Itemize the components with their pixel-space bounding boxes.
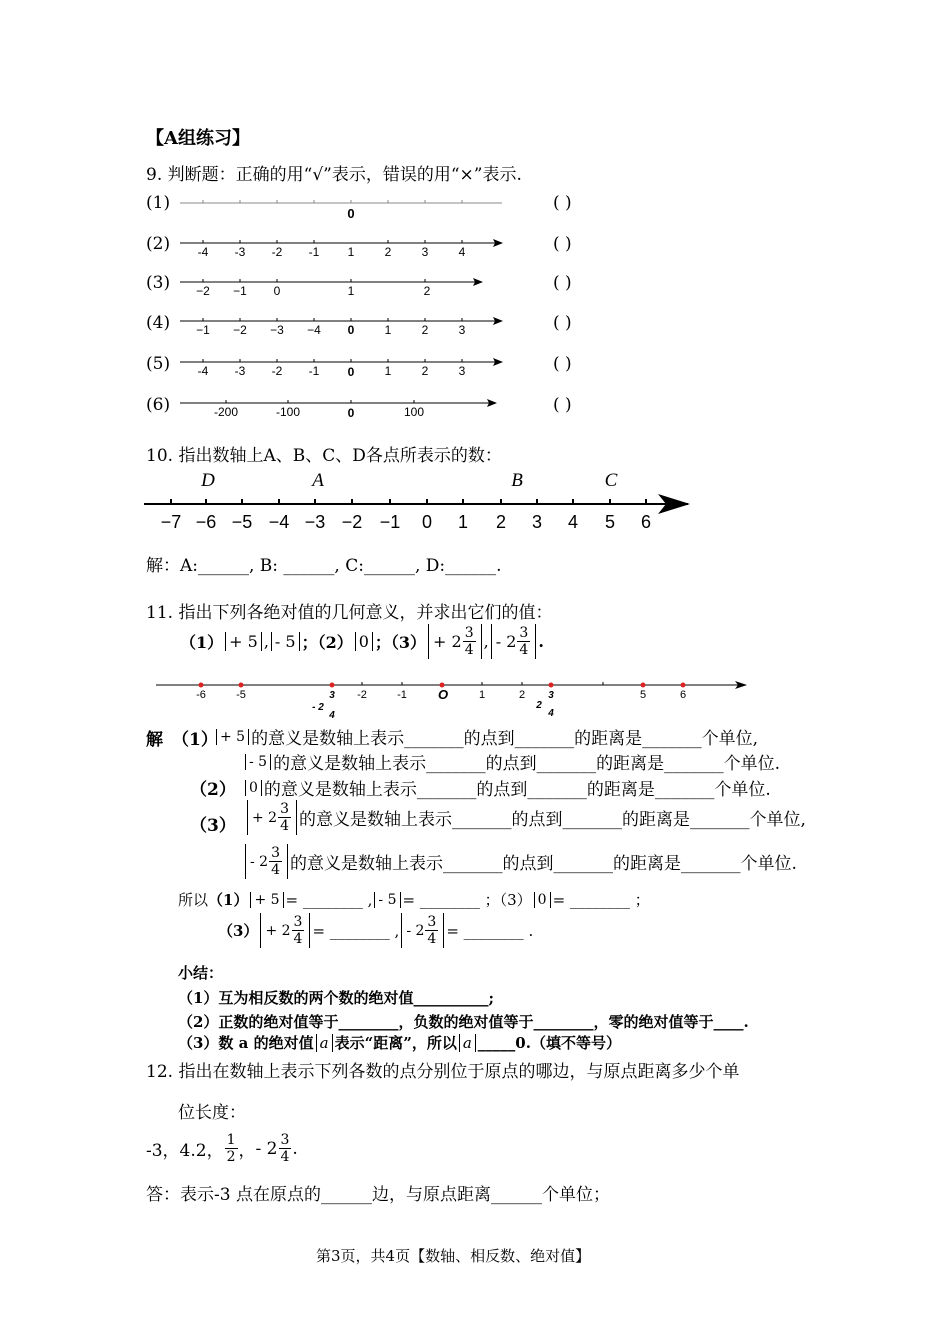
q12-prompt: 12. 指出在数轴上表示下列各数的点分别位于原点的哪边，与原点距离多少个单 <box>146 1062 740 1082</box>
q10-tick: −1 <box>379 512 401 532</box>
q9-line-4-tick: −4 <box>307 323 321 337</box>
q11-axis-frac-neg-den: 4 <box>329 710 335 721</box>
q10-tick: −7 <box>160 512 182 532</box>
q11-sol1b[interactable]: - 5 的意义是数轴上表示_______的点到_______的距离是_______个单位. <box>243 749 780 774</box>
q11-sol3a[interactable]: + 2 $\frac{3}{4}$ 的意义是数轴上表示_______的点到_______的距离是_______个单位, <box>245 800 806 835</box>
q11-axis-frac-pos-num: 3 <box>548 690 554 701</box>
q9-line-2 <box>180 240 502 259</box>
q11-expressions: （1） + 5 , - 5 ；（2） 0 ；（3） + 2 $\frac{3}{4}$ , - 2 $\frac{3}{4}$ . <box>180 625 544 658</box>
q9-line-5-tick: -4 <box>197 364 209 378</box>
q9-item-2-label: (2) <box>146 234 171 254</box>
q9-line-1-tick: 0 <box>347 206 355 221</box>
q10-number-line <box>140 466 700 536</box>
q9-answer-1[interactable]: ( ) <box>553 193 572 213</box>
q9-item-6-label: (6) <box>146 395 171 415</box>
q11-axis-tick: -6 <box>196 689 206 701</box>
q9-line-4-tick: 1 <box>384 323 392 337</box>
q9-item-5-label: (5) <box>146 354 171 374</box>
q9-number-lines <box>0 190 520 430</box>
q9-line-3 <box>180 279 482 298</box>
q9-line-4-tick: −2 <box>233 323 247 337</box>
q11-summary-3[interactable]: （3）数 a 的绝对值 a 表示“距离”，所以 a _____0.（填不等号） <box>178 1033 621 1052</box>
q9-line-5 <box>180 359 502 379</box>
q9-line-5-tick: 0 <box>347 365 355 379</box>
q9-line-6-tick: -100 <box>275 405 301 419</box>
q11-axis-tick: -1 <box>397 689 407 701</box>
q9-line-3-tick: 1 <box>347 284 355 298</box>
q11-solution-label: 解 <box>146 730 163 750</box>
q9-line-5-tick: -2 <box>271 364 283 378</box>
q10-tick: −2 <box>341 512 363 532</box>
q9-answer-5[interactable]: ( ) <box>553 354 572 374</box>
q10-answer[interactable]: 解：A:______, B: ______, C:______, D:______. <box>146 556 502 576</box>
q11-number-line <box>150 672 760 724</box>
q12-prompt-2: 位长度： <box>178 1103 246 1123</box>
q11-axis-tick: 2 <box>518 689 526 701</box>
q11-axis-frac-pos-whole: 2 <box>536 700 542 711</box>
q9-line-2-tick: -4 <box>197 245 209 259</box>
q10-tick: 1 <box>457 512 469 532</box>
q11-sol1a[interactable]: + 5 的意义是数轴上表示_______的点到_______的距离是_______个单位, <box>214 724 758 749</box>
q11-axis-frac-neg-whole: - 2 <box>312 702 324 713</box>
q9-line-5-tick: -1 <box>308 364 320 378</box>
page-footer: 第3页，共4页【数轴、相反数、绝对值】 <box>316 1247 591 1265</box>
q11-sol2[interactable]: 0 的意义是数轴上表示_______的点到_______的距离是_______个单位. <box>243 775 771 800</box>
q12-answer[interactable]: 答：表示-3 点在原点的______边，与原点距离______个单位； <box>146 1185 610 1205</box>
q9-line-6-tick: 0 <box>347 406 355 420</box>
q9-line-4-tick: −1 <box>196 323 210 337</box>
q9-item-3-label: (3) <box>146 273 171 293</box>
q9-line-2-tick: -3 <box>234 245 246 259</box>
q11-so-line-3[interactable]: （3） + 2 $\frac{3}{4}$ = ________ , - 2 $\frac{3}{4}$ = ________ . <box>218 914 534 947</box>
q9-line-5-tick: 1 <box>384 364 392 378</box>
q11-axis-tick: -2 <box>357 689 367 701</box>
q10-point-C: C <box>604 470 618 491</box>
q9-answer-4[interactable]: ( ) <box>553 313 572 333</box>
q11-axis-frac-pos-den: 4 <box>548 708 554 719</box>
q10-tick: −5 <box>231 512 253 532</box>
q10-tick: 2 <box>495 512 507 532</box>
q9-line-2-tick: -2 <box>271 245 283 259</box>
q9-answer-6[interactable]: ( ) <box>553 395 572 415</box>
q9-line-5-tick: 2 <box>421 364 429 378</box>
q11-prompt: 11. 指出下列各绝对值的几何意义，并求出它们的值： <box>146 603 553 623</box>
q10-tick: −3 <box>304 512 326 532</box>
q9-line-6 <box>180 400 496 420</box>
q11-summary-2[interactable]: （2）正数的绝对值等于________，负数的绝对值等于________，零的绝对值等于____. <box>178 1013 749 1031</box>
q9-line-3-tick: 2 <box>423 284 431 298</box>
q11-sol2-label: （2） <box>190 780 236 800</box>
q9-answer-3[interactable]: ( ) <box>553 273 572 293</box>
q11-summary-title: 小结： <box>178 964 224 982</box>
q10-tick: 6 <box>640 512 652 532</box>
q12-numbers: -3，4.2， $\frac{1}{2}$ ， - 2 $\frac{3}{4}$ . <box>146 1132 298 1165</box>
q10-tick: 5 <box>604 512 616 532</box>
q9-line-6-tick: -200 <box>213 405 239 419</box>
section-title: 【A组练习】 <box>146 128 250 149</box>
q11-axis-origin: O <box>437 687 449 702</box>
q10-point-A: A <box>312 470 324 491</box>
q10-tick: 4 <box>567 512 579 532</box>
q9-line-2-tick: -1 <box>308 245 320 259</box>
q9-line-3-tick: −2 <box>196 284 210 298</box>
q9-line-4-tick: 2 <box>421 323 429 337</box>
q11-axis-tick: -5 <box>236 689 246 701</box>
q9-line-4-tick: −3 <box>270 323 284 337</box>
q11-axis-tick: 6 <box>679 689 687 701</box>
q10-point-D: D <box>201 470 215 491</box>
q9-prompt: 9. 判断题：正确的用“√”表示，错误的用“×”表示. <box>146 165 522 185</box>
q9-line-2-tick: 4 <box>458 245 466 259</box>
q9-line-1 <box>180 200 502 221</box>
q9-line-4-tick: 3 <box>458 323 466 337</box>
q11-so-line-1[interactable]: 所以 （1） + 5 = ________ , - 5 = ________ ；（3） 0 = ________ ； <box>178 890 650 909</box>
q9-line-3-tick: −1 <box>233 284 247 298</box>
q11-sol1-label: （1） <box>172 730 218 750</box>
q11-axis-tick: 1 <box>478 689 486 701</box>
q9-line-2-tick: 2 <box>384 245 392 259</box>
q9-answer-2[interactable]: ( ) <box>553 234 572 254</box>
q11-axis-tick: 5 <box>639 689 647 701</box>
q9-item-4-label: (4) <box>146 313 171 333</box>
q9-line-4 <box>180 318 502 337</box>
q9-line-4-tick: 0 <box>347 323 355 337</box>
q9-line-3-tick: 0 <box>273 284 281 298</box>
q9-line-2-tick: 3 <box>421 245 429 259</box>
q9-line-6-tick: 100 <box>403 405 425 419</box>
q11-sol3-label: （3） <box>190 816 236 836</box>
q10-tick: 0 <box>421 512 433 532</box>
q9-line-5-tick: -3 <box>234 364 246 378</box>
q11-summary-1[interactable]: （1）互为相反数的两个数的绝对值__________; <box>178 989 494 1007</box>
q10-point-B: B <box>511 470 523 491</box>
q9-line-5-tick: 3 <box>458 364 466 378</box>
q10-tick: 3 <box>531 512 543 532</box>
q10-tick: −6 <box>195 512 217 532</box>
q9-item-1-label: (1) <box>146 193 171 213</box>
q11-axis-frac-neg-num: 3 <box>329 690 335 701</box>
q10-tick: −4 <box>268 512 290 532</box>
q11-sol3b[interactable]: - 2 $\frac{3}{4}$ 的意义是数轴上表示_______的点到_______的距离是_______个单位. <box>243 844 797 879</box>
q9-line-2-tick: 1 <box>347 245 355 259</box>
q10-prompt: 10. 指出数轴上A、B、C、D各点所表示的数： <box>146 446 502 466</box>
